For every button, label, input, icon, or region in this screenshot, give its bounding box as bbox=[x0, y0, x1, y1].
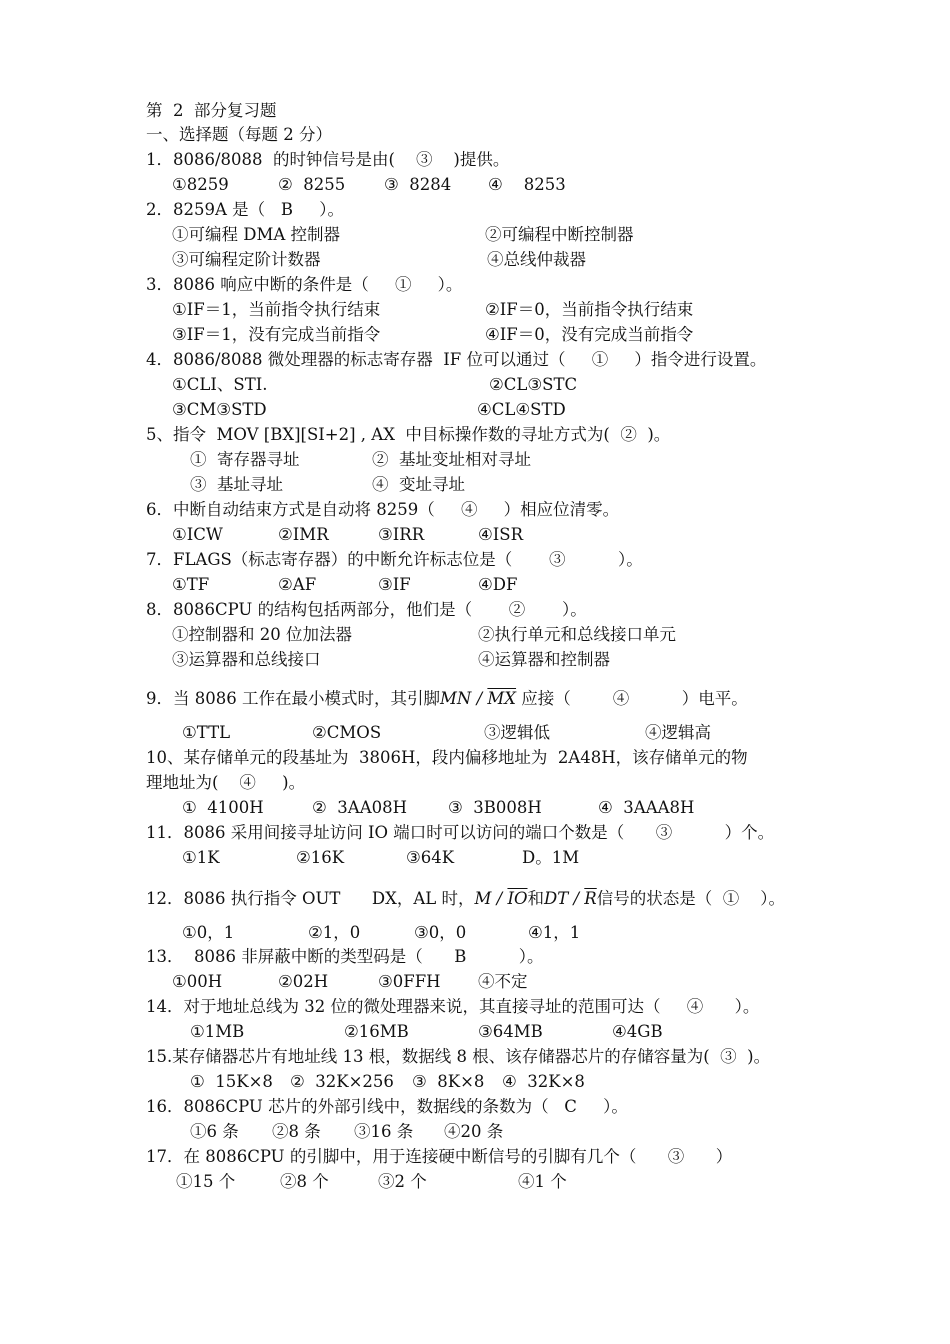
section-heading: 一、选择题（每题 2 分） bbox=[146, 125, 332, 144]
question-12-option-4: ④1，1 bbox=[528, 923, 581, 942]
question-6-stem: 6．中断自动结束方式是自动将 8259（ ④ ）相应位清零。 bbox=[146, 500, 620, 519]
question-15-option-1: ① 15K×8 bbox=[190, 1072, 273, 1091]
question-13-option-1: ①00H bbox=[172, 972, 223, 991]
pin-io-overbar: $\overline{IO}$ bbox=[507, 889, 528, 908]
question-10-option-1: ① 4100H bbox=[182, 798, 264, 817]
question-8-option-4: ④运算器和控制器 bbox=[478, 650, 610, 669]
question-17-option-3: ③2 个 bbox=[378, 1172, 427, 1191]
and-word: 和 bbox=[527, 889, 544, 908]
question-11-stem: 11．8086 采用间接寻址访问 IO 端口时可以访问的端口个数是（ ③ ）个。 bbox=[146, 823, 775, 842]
pin-slash-1: / bbox=[491, 889, 508, 908]
question-10-option-3: ③ 3B008H bbox=[448, 798, 542, 817]
question-14-stem: 14．对于地址总线为 32 位的微处理器来说，其直接寻址的范围可达（ ④ ）。 bbox=[146, 997, 760, 1016]
question-9-stem-end: 应接（ ④ ）电平。 bbox=[516, 689, 748, 708]
question-4-option-2: ②CL③STC bbox=[489, 375, 578, 394]
question-16-option-3: ③16 条 bbox=[354, 1122, 414, 1141]
page-title: 第 2 部分复习题 bbox=[146, 101, 277, 120]
question-11-option-3: ③64K bbox=[406, 848, 455, 867]
question-10-option-4: ④ 3AAA8H bbox=[598, 798, 695, 817]
question-1-option-3: ③ 8284 bbox=[384, 175, 452, 194]
question-9-stem bbox=[146, 689, 748, 709]
question-7-option-2: ②AF bbox=[278, 575, 317, 594]
question-5-stem: 5、指令 MOV [BX][SI+2] , AX 中目标操作数的寻址方式为( ② )。 bbox=[146, 425, 671, 444]
question-2-stem: 2．8259A 是（ B ）。 bbox=[146, 200, 344, 219]
question-3-option-4: ④IF＝0，没有完成当前指令 bbox=[485, 325, 694, 344]
question-10-option-2: ② 3AA08H bbox=[312, 798, 407, 817]
question-15-option-2: ② 32K×256 bbox=[290, 1072, 394, 1091]
question-17-option-1: ①15 个 bbox=[176, 1172, 236, 1191]
pin-slash-2: / bbox=[568, 889, 585, 908]
question-6-option-2: ②IMR bbox=[278, 525, 329, 544]
question-1-option-1: ①8259 bbox=[172, 175, 229, 194]
question-8-stem: 8．8086CPU 的结构包括两部分，他们是（ ② ）。 bbox=[146, 600, 587, 619]
question-11-option-2: ②16K bbox=[296, 848, 345, 867]
question-12-option-1: ①0，1 bbox=[182, 923, 235, 942]
question-7-option-1: ①TF bbox=[172, 575, 210, 594]
question-2-option-2: ②可编程中断控制器 bbox=[485, 225, 634, 244]
question-10-stem-line-1: 10、某存储单元的段基址为 3806H，段内偏移地址为 2A48H，该存储单元的物 bbox=[146, 748, 748, 767]
question-17-stem: 17．在 8086CPU 的引脚中，用于连接硬中断信号的引脚有几个（ ③ ） bbox=[146, 1147, 733, 1166]
question-9-stem-start: 9．当 8086 工作在最小模式时，其引脚 bbox=[146, 689, 440, 708]
question-8-option-2: ②执行单元和总线接口单元 bbox=[478, 625, 676, 644]
question-1-option-4: ④ 8253 bbox=[488, 175, 566, 194]
question-4-option-1: ①CLI、STI. bbox=[172, 375, 268, 394]
question-14-option-4: ④4GB bbox=[612, 1022, 663, 1041]
question-11-option-4: D。1M bbox=[522, 848, 580, 867]
question-16-stem: 16．8086CPU 芯片的外部引线中，数据线的条数为（ C ）。 bbox=[146, 1097, 628, 1116]
question-12-option-2: ②1，0 bbox=[308, 923, 361, 942]
question-3-option-2: ②IF＝0，当前指令执行结束 bbox=[485, 300, 694, 319]
question-9-option-4: ④逻辑高 bbox=[645, 723, 711, 742]
question-10-stem-line-2: 理地址为( ④ )。 bbox=[146, 773, 306, 792]
question-5-option-1: ① 寄存器寻址 bbox=[190, 450, 300, 469]
pin-r-overbar: $\overline{R}$ bbox=[584, 889, 597, 908]
pin-mx-overbar: $\overline{MX}$ bbox=[487, 689, 517, 708]
question-2-option-4: ④总线仲裁器 bbox=[487, 250, 586, 269]
question-13-option-3: ③0FFH bbox=[378, 972, 441, 991]
question-14-option-3: ③64MB bbox=[478, 1022, 543, 1041]
question-7-option-4: ④DF bbox=[478, 575, 518, 594]
pin-m: M bbox=[474, 889, 492, 908]
question-15-stem: 15.某存储器芯片有地址线 13 根，数据线 8 根、该存储器芯片的存储容量为( ③ )。 bbox=[146, 1047, 771, 1066]
question-7-option-3: ③IF bbox=[378, 575, 411, 594]
question-6-option-1: ①ICW bbox=[172, 525, 223, 544]
question-9-option-1: ①TTL bbox=[182, 723, 231, 742]
question-7-stem: 7．FLAGS（标志寄存器）的中断允许标志位是（ ③ ）。 bbox=[146, 550, 643, 569]
question-13-option-2: ②02H bbox=[278, 972, 329, 991]
question-6-option-3: ③IRR bbox=[378, 525, 425, 544]
question-12-stem-start: 12．8086 执行指令 OUT DX，AL 时， bbox=[146, 889, 475, 908]
question-4-option-3: ③CM③STD bbox=[172, 400, 267, 419]
question-5-option-2: ② 基址变址相对寻址 bbox=[372, 450, 531, 469]
question-9-option-3: ③逻辑低 bbox=[484, 723, 550, 742]
question-15-option-4: ④ 32K×8 bbox=[502, 1072, 585, 1091]
pin-dt: DT bbox=[544, 889, 569, 908]
question-11-option-1: ①1K bbox=[182, 848, 220, 867]
question-5-option-4: ④ 变址寻址 bbox=[372, 475, 465, 494]
question-3-option-1: ①IF＝1，当前指令执行结束 bbox=[172, 300, 381, 319]
question-2-option-3: ③可编程定阶计数器 bbox=[172, 250, 321, 269]
question-6-option-4: ④ISR bbox=[478, 525, 524, 544]
pin-mn: MN bbox=[439, 689, 472, 708]
question-9-option-2: ②CMOS bbox=[312, 723, 382, 742]
question-13-stem: 13． 8086 非屏蔽中断的类型码是（ B ）。 bbox=[146, 947, 544, 966]
question-12-stem-end: 信号的状态是（ ① ）。 bbox=[596, 889, 785, 908]
question-8-option-1: ①控制器和 20 位加法器 bbox=[172, 625, 352, 644]
question-16-option-4: ④20 条 bbox=[444, 1122, 504, 1141]
question-14-option-2: ②16MB bbox=[344, 1022, 409, 1041]
question-14-option-1: ①1MB bbox=[190, 1022, 245, 1041]
question-1-option-2: ② 8255 bbox=[278, 175, 346, 194]
question-13-option-4: ④不定 bbox=[478, 972, 528, 991]
question-12-stem bbox=[146, 889, 785, 909]
question-16-option-1: ①6 条 bbox=[190, 1122, 239, 1141]
question-5-option-3: ③ 基址寻址 bbox=[190, 475, 283, 494]
question-15-option-3: ③ 8K×8 bbox=[412, 1072, 485, 1091]
question-2-option-1: ①可编程 DMA 控制器 bbox=[172, 225, 341, 244]
question-17-option-4: ④1 个 bbox=[518, 1172, 567, 1191]
question-12-option-3: ③0，0 bbox=[414, 923, 467, 942]
question-16-option-2: ②8 条 bbox=[272, 1122, 321, 1141]
question-4-stem: 4．8086/8088 微处理器的标志寄存器 IF 位可以通过（ ① ）指令进行设置。 bbox=[146, 350, 767, 369]
question-4-option-4: ④CL④STD bbox=[477, 400, 566, 419]
question-17-option-2: ②8 个 bbox=[280, 1172, 329, 1191]
question-3-stem: 3．8086 响应中断的条件是（ ① ）。 bbox=[146, 275, 463, 294]
question-8-option-3: ③运算器和总线接口 bbox=[172, 650, 321, 669]
question-3-option-3: ③IF＝1，没有完成当前指令 bbox=[172, 325, 381, 344]
pin-slash: / bbox=[471, 689, 488, 708]
question-1-stem: 1．8086/8088 的时钟信号是由( ③ )提供。 bbox=[146, 150, 510, 169]
